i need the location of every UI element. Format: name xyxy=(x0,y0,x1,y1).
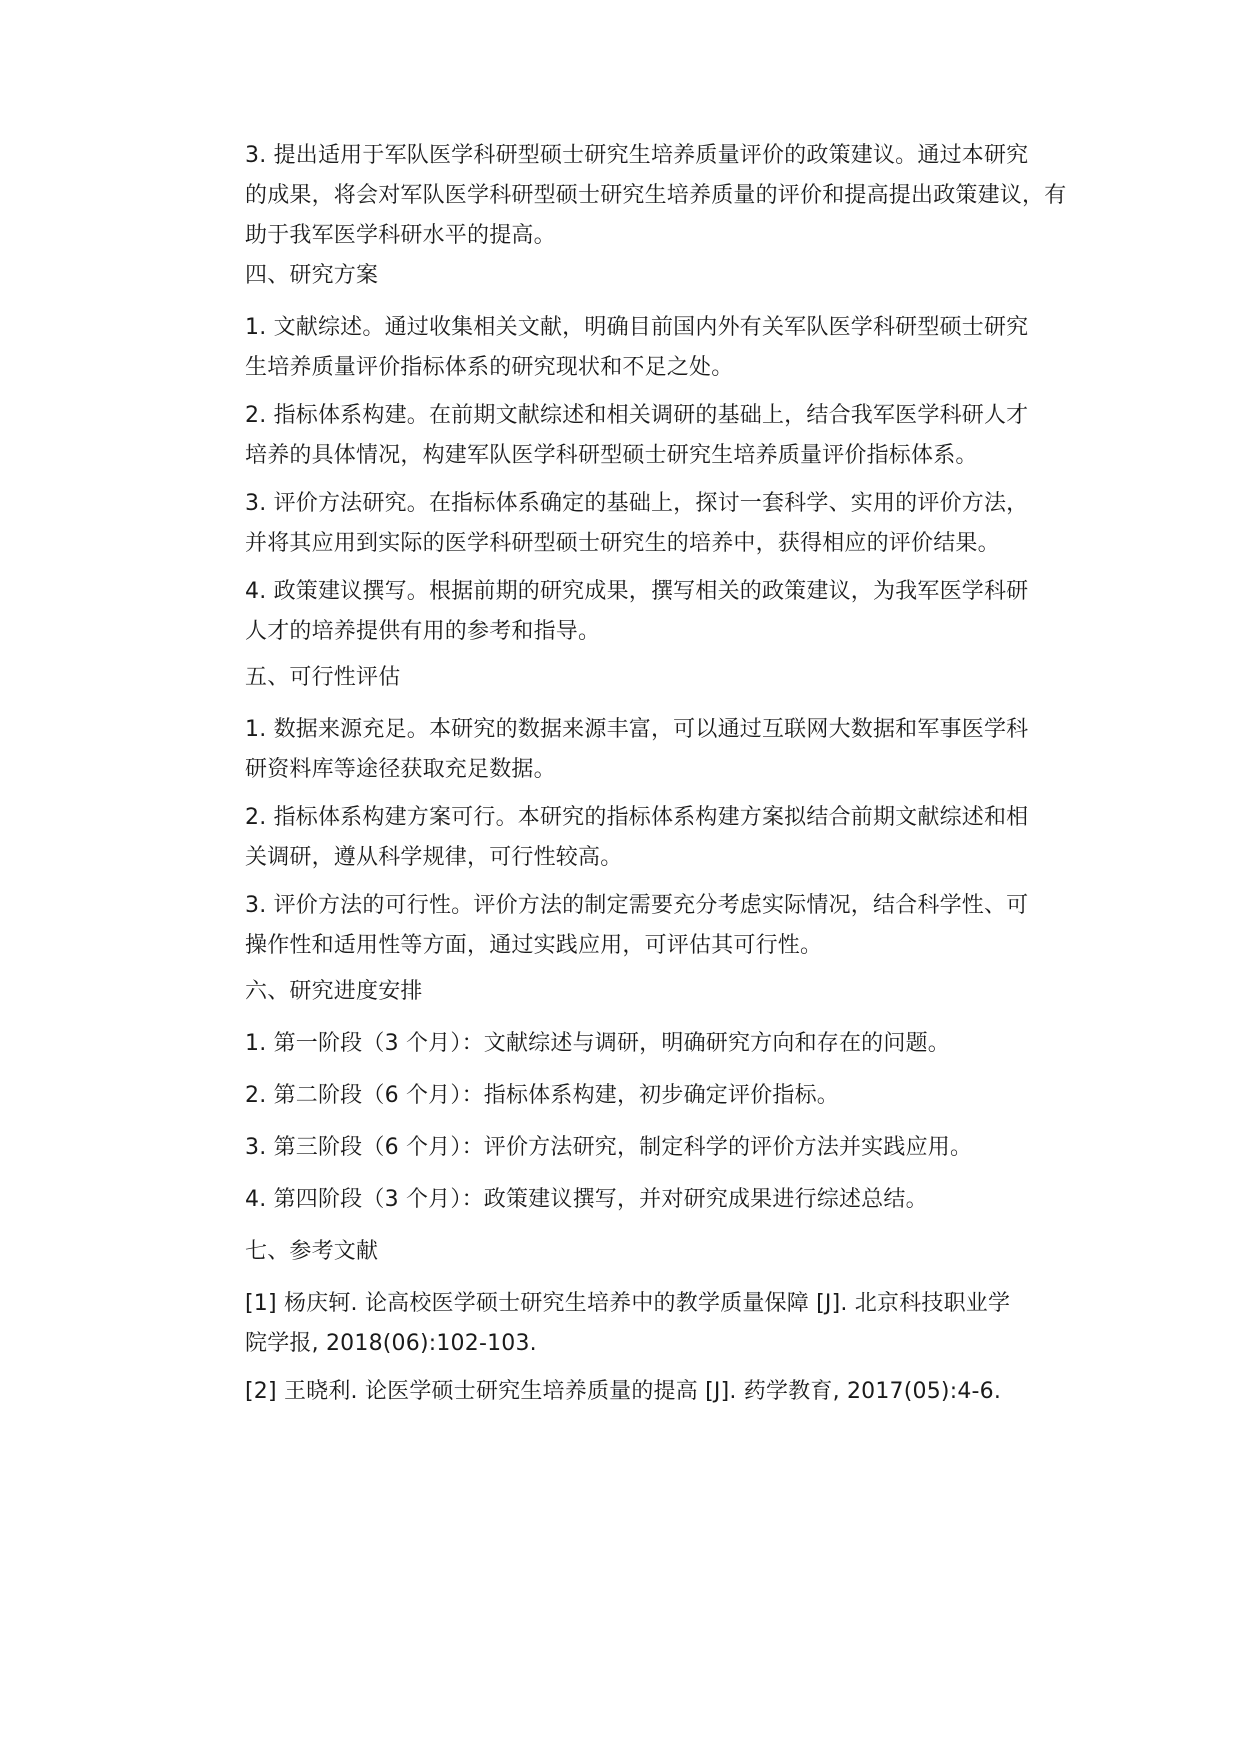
text-line: 助于我军医学科研水平的提高。 xyxy=(245,223,556,248)
paragraph xyxy=(188,886,1058,966)
text-line: 院学报, 2018(06):102-103. xyxy=(245,1331,537,1356)
text-line: 1. 文献综述。通过收集相关文献，明确目前国内外有关军队医学科研型硕士研究 xyxy=(245,315,1029,340)
paragraph xyxy=(188,798,1058,878)
heading-text: 四、研究方案 xyxy=(245,263,379,288)
paragraph xyxy=(188,136,1067,256)
paragraph xyxy=(188,572,1058,652)
paragraph xyxy=(188,484,1058,564)
text-line: 生培养质量评价指标体系的研究现状和不足之处。 xyxy=(245,355,734,380)
paragraph xyxy=(188,1024,1058,1064)
text-line: 关调研，遵从科学规律，可行性较高。 xyxy=(245,845,623,870)
reference-entry xyxy=(188,1284,1058,1364)
paragraph xyxy=(188,1128,1058,1168)
text-line: 4. 政策建议撰写。根据前期的研究成果，撰写相关的政策建议，为我军医学科研 xyxy=(245,579,1029,604)
text-line: 3. 评价方法的可行性。评价方法的制定需要充分考虑实际情况，结合科学性、可 xyxy=(245,893,1029,918)
text-line: 的成果，将会对军队医学科研型硕士研究生培养质量的评价和提高提出政策建议，有 xyxy=(245,183,1067,208)
section-heading xyxy=(188,1232,1115,1272)
text-line: 1. 数据来源充足。本研究的数据来源丰富，可以通过互联网大数据和军事医学科 xyxy=(245,717,1029,742)
text-line: 3. 提出适用于军队医学科研型硕士研究生培养质量评价的政策建议。通过本研究 xyxy=(245,143,1029,168)
paragraph xyxy=(188,308,1058,388)
section-heading xyxy=(188,256,1115,296)
reference-entry xyxy=(188,1372,1058,1412)
text-line: 4. 第四阶段（3 个月）：政策建议撰写，并对研究成果进行综述总结。 xyxy=(245,1187,928,1212)
text-line: 2. 指标体系构建。在前期文献综述和相关调研的基础上，结合我军医学科研人才 xyxy=(245,403,1029,428)
text-line: 2. 第二阶段（6 个月）：指标体系构建，初步确定评价指标。 xyxy=(245,1083,839,1108)
text-line: 1. 第一阶段（3 个月）：文献综述与调研，明确研究方向和存在的问题。 xyxy=(245,1031,950,1056)
text-line: 培养的具体情况，构建军队医学科研型硕士研究生培养质量评价指标体系。 xyxy=(245,443,978,468)
heading-text: 七、参考文献 xyxy=(245,1239,379,1264)
paragraph xyxy=(188,1180,1058,1220)
paragraph xyxy=(188,396,1058,476)
text-line: 研资料库等途径获取充足数据。 xyxy=(245,757,556,782)
text-line: 并将其应用到实际的医学科研型硕士研究生的培养中，获得相应的评价结果。 xyxy=(245,531,1000,556)
section-heading xyxy=(188,972,1115,1012)
text-line: 2. 指标体系构建方案可行。本研究的指标体系构建方案拟结合前期文献综述和相 xyxy=(245,805,1029,830)
section-heading xyxy=(188,658,1115,698)
heading-text: 五、可行性评估 xyxy=(245,665,401,690)
text-line: [2] 王晓利. 论医学硕士研究生培养质量的提高 [J]. 药学教育, 2017(05):4-6. xyxy=(245,1379,1002,1404)
text-line: 人才的培养提供有用的参考和指导。 xyxy=(245,619,601,644)
text-line: [1] 杨庆轲. 论高校医学硕士研究生培养中的教学质量保障 [J]. 北京科技职业学 xyxy=(245,1291,1011,1316)
text-line: 3. 评价方法研究。在指标体系确定的基础上，探讨一套科学、实用的评价方法， xyxy=(245,491,1029,516)
heading-text: 六、研究进度安排 xyxy=(245,979,423,1004)
paragraph xyxy=(188,1076,1058,1116)
paragraph xyxy=(188,710,1058,790)
text-line: 3. 第三阶段（6 个月）：评价方法研究，制定科学的评价方法并实践应用。 xyxy=(245,1135,973,1160)
text-line: 操作性和适用性等方面，通过实践应用，可评估其可行性。 xyxy=(245,933,823,958)
